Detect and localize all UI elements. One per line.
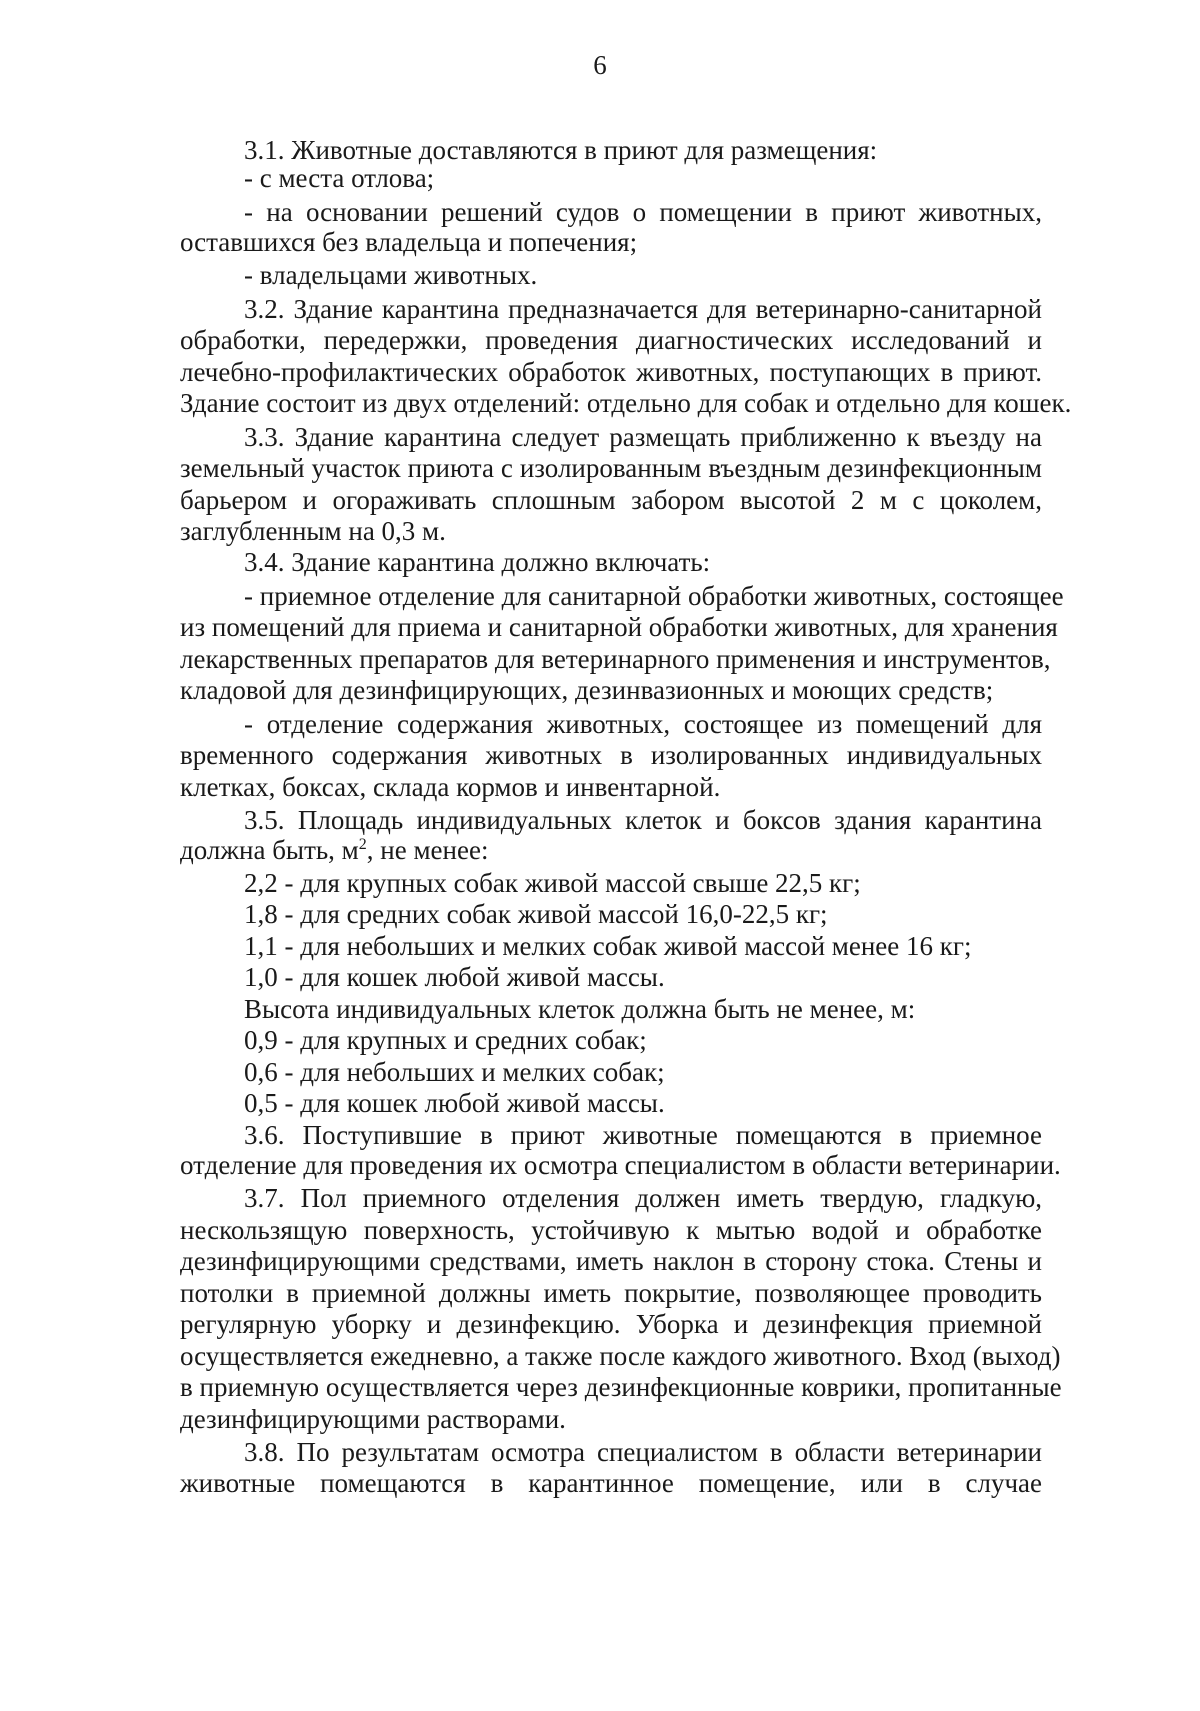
text-line: в приемную осуществляется через дезинфекционные коврики, пропитанные	[180, 1372, 1062, 1402]
text-line: оставшихся без владельца и попечения;	[180, 227, 638, 257]
paragraph-3-5: 3.5. Площадь индивидуальных клеток и боксов здания карантина	[244, 805, 1042, 835]
text-line: лекарственных препаратов для ветеринарного применения и инструментов,	[180, 644, 1051, 674]
text-line: животные помещаются в карантинное помещение, или в случае	[180, 1468, 1042, 1498]
page-number: 6	[593, 50, 607, 80]
paragraph-3-7: 3.7. Пол приемного отделения должен иметь твердую, гладкую,	[244, 1183, 1042, 1213]
text-line: регулярную уборку и дезинфекцию. Уборка и дезинфекция приемной	[180, 1309, 1042, 1339]
paragraph-3-4: 3.4. Здание карантина должно включать:	[244, 547, 711, 577]
text-fragment: должна быть, м	[180, 835, 359, 865]
text-line: кладовой для дезинфицирующих, дезинвазионных и моющих средств;	[180, 675, 994, 705]
text-line: Здание состоит из двух отделений: отдельно для собак и отдельно для кошек.	[180, 388, 1072, 418]
text-line: клетках, боксах, склада кормов и инвентарной.	[180, 772, 721, 802]
paragraph-3-1: 3.1. Животные доставляются в приют для размещения:	[244, 135, 878, 165]
list-item: 0,6 - для небольших и мелких собак;	[244, 1057, 665, 1087]
text-line: из помещений для приема и санитарной обработки животных, для хранения	[180, 612, 1058, 642]
text-line: - на основании решений судов о помещении в приют животных,	[244, 197, 1042, 227]
text-line: лечебно-профилактических обработок животных, поступающих в приют.	[180, 357, 1042, 387]
list-item: 2,2 - для крупных собак живой массой свыше 22,5 кг;	[244, 868, 861, 898]
paragraph-3-3: 3.3. Здание карантина следует размещать приближенно к въезду на	[244, 422, 1042, 452]
list-item: - с места отлова;	[244, 163, 435, 193]
text-line: заглубленным на 0,3 м.	[180, 516, 446, 546]
paragraph-3-2: 3.2. Здание карантина предназначается для ветеринарно-санитарной	[244, 294, 1042, 324]
text-line: земельный участок приюта с изолированным въездным дезинфекционным	[180, 453, 1042, 483]
superscript: 2	[358, 836, 367, 853]
list-item: - отделение содержания животных, состоящее из помещений для	[244, 709, 1042, 739]
text-line: Высота индивидуальных клеток должна быть не менее, м:	[244, 994, 916, 1024]
list-item: 1,8 - для средних собак живой массой 16,0-22,5 кг;	[244, 899, 828, 929]
list-item: - владельцами животных.	[244, 260, 538, 290]
paragraph-3-8: 3.8. По результатам осмотра специалистом в области ветеринарии	[244, 1437, 1042, 1467]
list-item: 1,1 - для небольших и мелких собак живой массой менее 16 кг;	[244, 931, 972, 961]
list-item: - приемное отделение для санитарной обработки животных, состоящее	[244, 581, 1064, 611]
text-line: барьером и огораживать сплошным забором высотой 2 м с цоколем,	[180, 485, 1042, 515]
list-item: 0,5 - для кошек любой живой массы.	[244, 1088, 665, 1118]
list-item: 1,0 - для кошек любой живой массы.	[244, 962, 665, 992]
text-fragment: , не менее:	[366, 835, 489, 865]
text-line: осуществляется ежедневно, а также после каждого животного. Вход (выход)	[180, 1341, 1061, 1371]
text-line: обработки, передержки, проведения диагностических исследований и	[180, 325, 1042, 355]
list-item: 0,9 - для крупных и средних собак;	[244, 1025, 647, 1055]
text-line: дезинфицирующими растворами.	[180, 1404, 566, 1434]
text-line: временного содержания животных в изолированных индивидуальных	[180, 740, 1042, 770]
text-line: отделение для проведения их осмотра специалистом в области ветеринарии.	[180, 1150, 1061, 1180]
paragraph-3-6: 3.6. Поступившие в приют животные помещаются в приемное	[244, 1120, 1042, 1150]
text-line: потолки в приемной должны иметь покрытие, позволяющее проводить	[180, 1278, 1042, 1308]
text-line: нескользящую поверхность, устойчивую к мытью водой и обработке	[180, 1215, 1042, 1245]
text-line	[180, 833, 1042, 867]
text-line: дезинфицирующими средствами, иметь наклон в сторону стока. Стены и	[180, 1246, 1042, 1276]
